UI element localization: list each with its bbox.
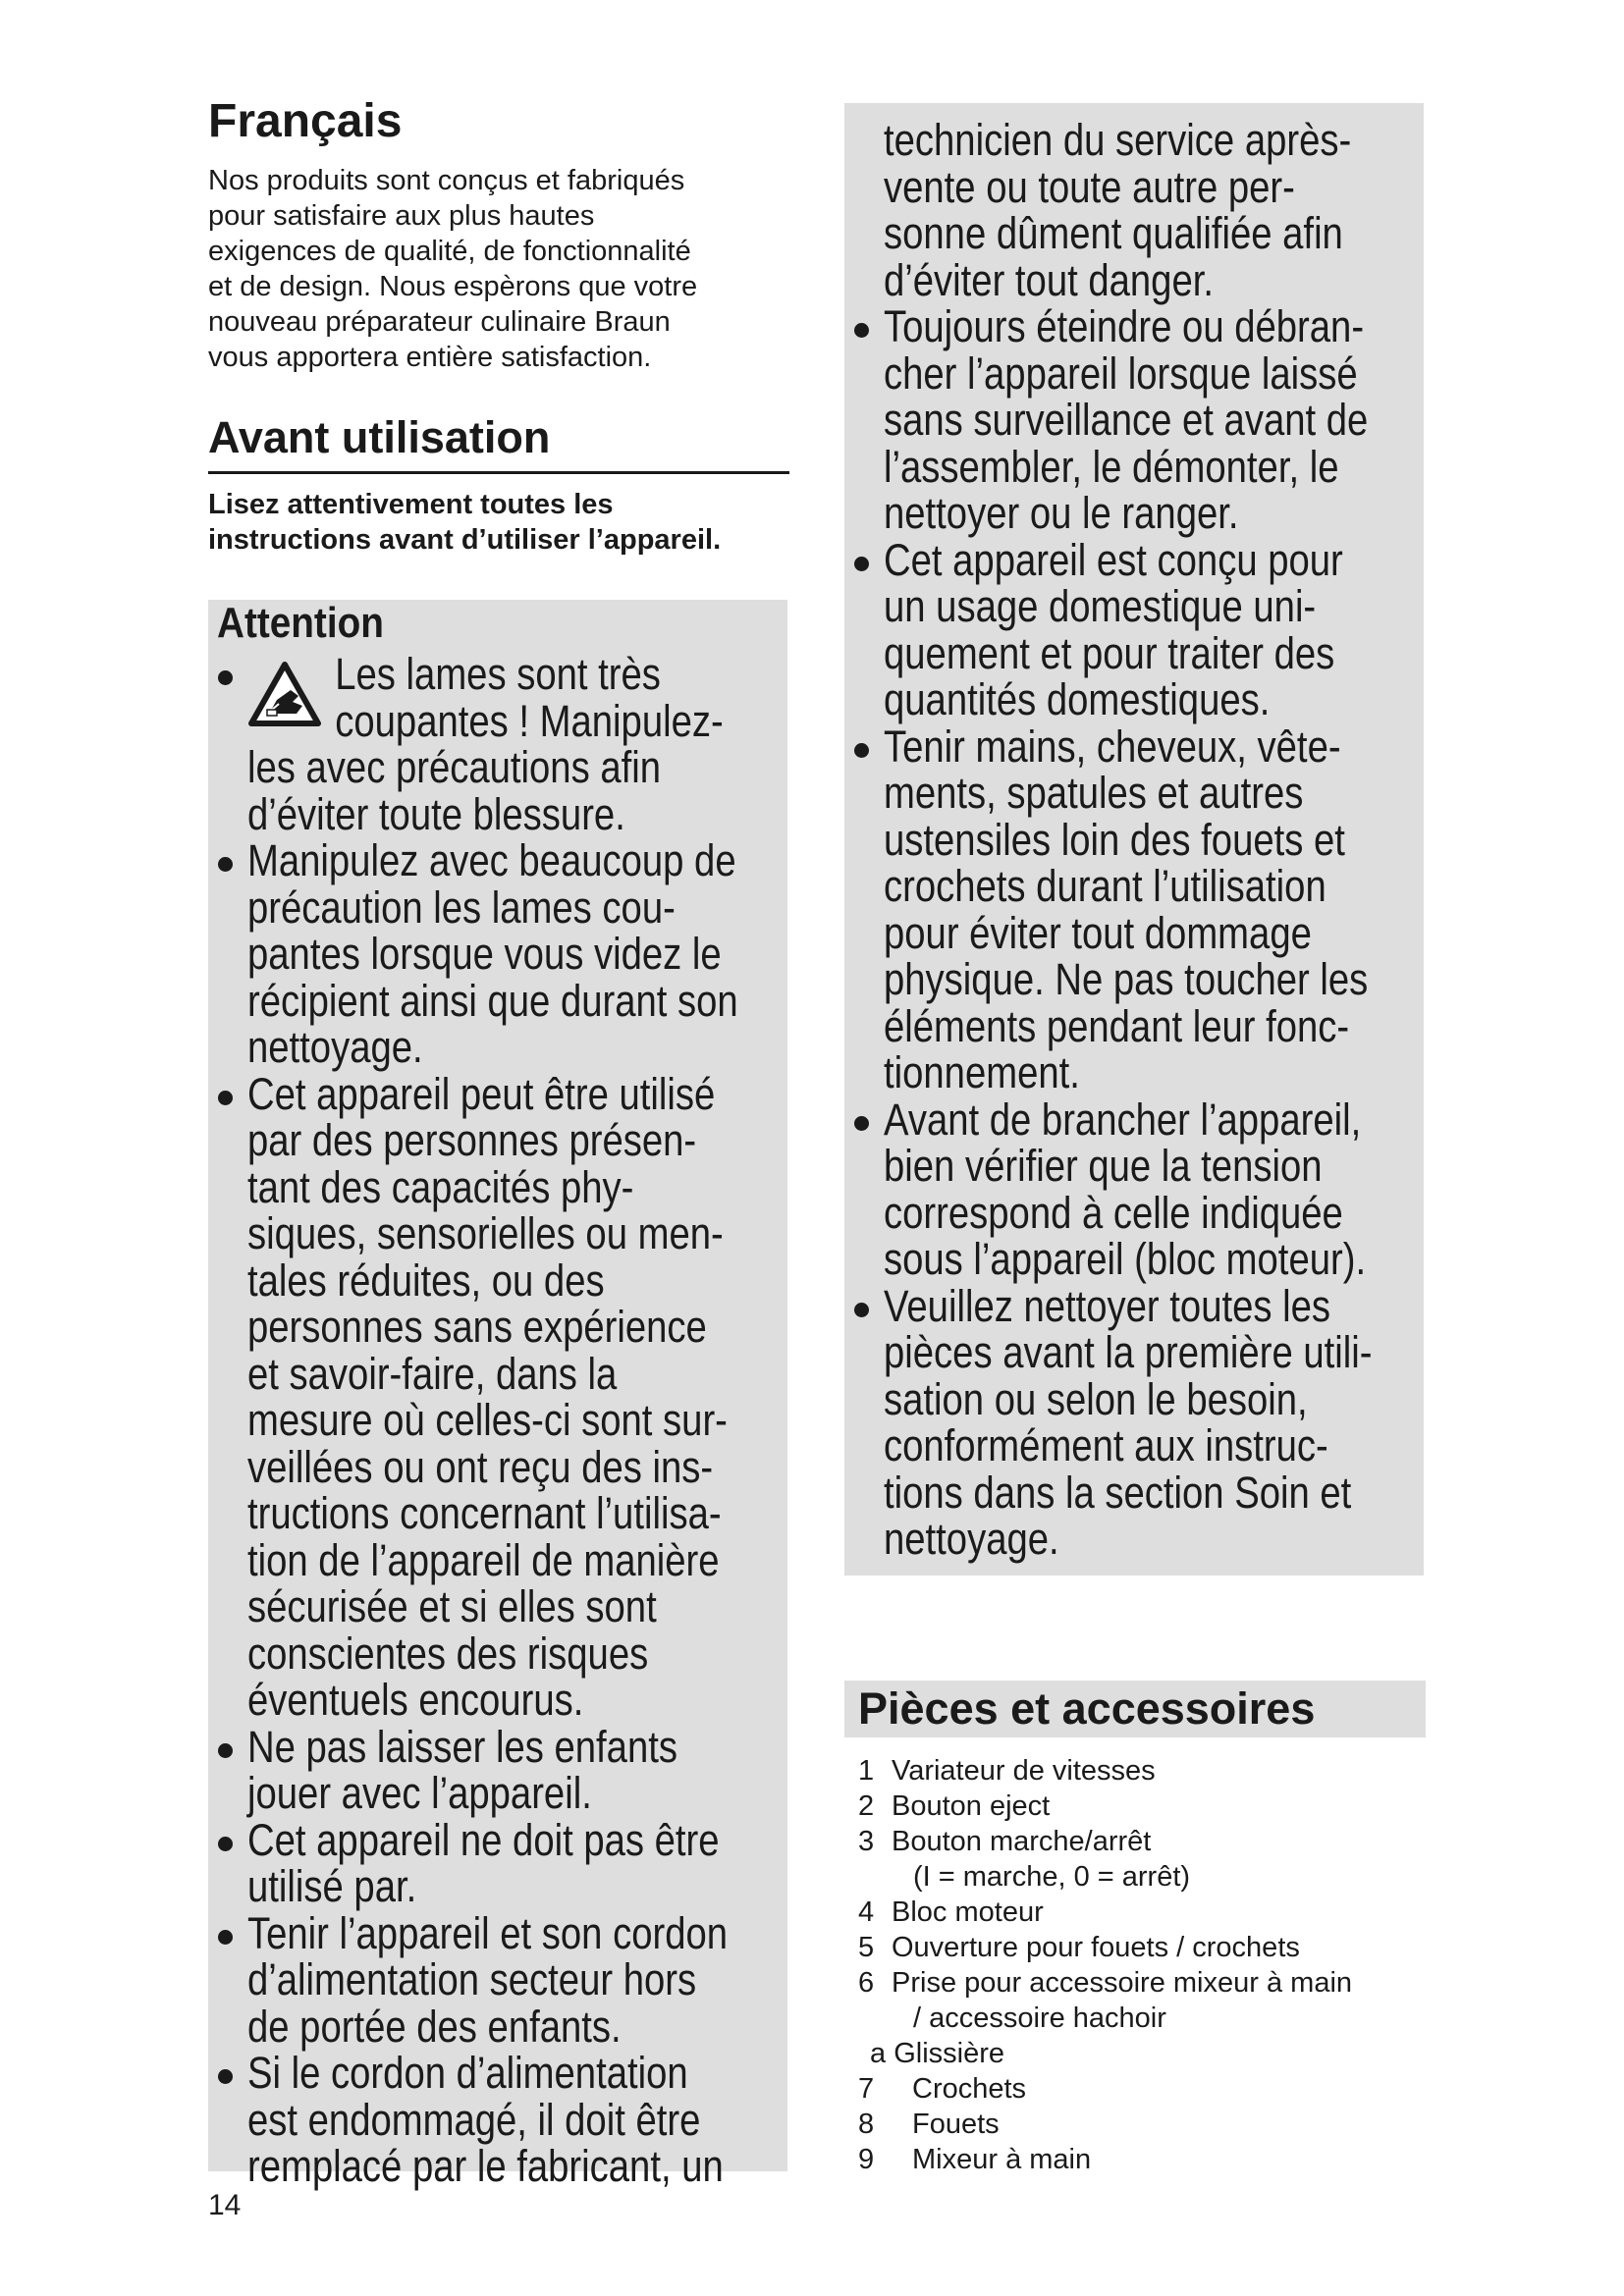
part-number: 9 xyxy=(858,2144,875,2175)
item-line: et savoir-faire, dans la xyxy=(247,1348,618,1399)
item-line: nettoyage. xyxy=(247,1022,423,1072)
item-line: Toujours éteindre ou débran- xyxy=(884,301,1365,351)
intro-line: nouveau préparateur culinaire Braun xyxy=(208,306,671,338)
item-line: nettoyer ou le ranger. xyxy=(884,488,1239,538)
part-label: Ouverture pour fouets / crochets xyxy=(892,1932,1300,1963)
item-line: Si le cordon d’alimentation xyxy=(247,2048,688,2098)
part-item xyxy=(858,2107,1352,2142)
item-line: Ne pas laisser les enfants xyxy=(247,1721,677,1772)
part-item xyxy=(858,1753,1352,1789)
bullet xyxy=(854,557,869,571)
item-line: personnes sans expérience xyxy=(247,1302,707,1352)
intro-line: pour satisfaire aux plus hautes xyxy=(208,200,595,232)
item-line: tions dans la section Soin et xyxy=(884,1467,1352,1518)
item-line: siques, sensorielles ou men- xyxy=(247,1208,724,1258)
part-number: 8 xyxy=(858,2109,875,2140)
bullet xyxy=(218,1091,233,1105)
list-item xyxy=(208,1721,825,1818)
part-number: 2 xyxy=(858,1790,875,1822)
item-line: conformément aux instruc- xyxy=(884,1420,1328,1470)
item-line: d’alimentation secteur hors xyxy=(247,1954,697,2004)
item-line: les avec précautions afin xyxy=(247,742,662,792)
part-item xyxy=(858,2036,1352,2071)
item-line: sécurisée et si elles sont xyxy=(247,1581,657,1631)
lead-instruction xyxy=(208,487,797,558)
part-item xyxy=(858,1895,1352,1930)
item-line: utilisé par. xyxy=(247,1861,417,1911)
part-label: Crochets xyxy=(912,2073,1027,2105)
item-line: quement et pour traiter des xyxy=(884,627,1335,678)
part-label: Bouton marche/arrêt xyxy=(892,1826,1152,1857)
item-line: l’assembler, le démonter, le xyxy=(884,441,1339,492)
part-label: Glissière xyxy=(893,2038,1005,2069)
part-item xyxy=(858,2071,1352,2107)
bullet xyxy=(854,1116,869,1131)
parts-title: Pièces et accessoires xyxy=(858,1683,1316,1734)
part-label: Mixeur à main xyxy=(912,2144,1092,2175)
bullet xyxy=(218,857,233,872)
part-number: 7 xyxy=(858,2073,875,2105)
list-item xyxy=(208,651,825,837)
language-title: Français xyxy=(208,95,403,147)
item-line: pour éviter tout dommage xyxy=(884,907,1312,958)
item-line: tionnement. xyxy=(884,1047,1080,1097)
parts-list xyxy=(858,1753,1352,2177)
part-item xyxy=(858,1789,1352,1824)
attention-list xyxy=(208,651,825,2190)
part-label: Variateur de vitesses xyxy=(892,1755,1156,1787)
item-line: Les lames sont très xyxy=(335,649,661,699)
item-line: conscientes des risques xyxy=(247,1628,649,1679)
item-line: tructions concernant l’utilisa- xyxy=(247,1488,722,1538)
intro-line: et de design. Nous espèrons que votre xyxy=(208,271,698,302)
item-line: crochets durant l’utilisation xyxy=(884,861,1326,911)
part-number: 5 xyxy=(858,1932,875,1963)
part-label: Prise pour accessoire mixeur à main xyxy=(892,1967,1353,1999)
item-line: éventuels encourus. xyxy=(247,1675,584,1725)
item-line: Tenir mains, cheveux, vête- xyxy=(884,721,1341,772)
part-item-continued: (I = marche, 0 = arrêt) xyxy=(913,1861,1191,1893)
bullet xyxy=(218,670,233,685)
item-line: quantités domestiques. xyxy=(884,674,1271,724)
item-line: de portée des enfants. xyxy=(247,2001,622,2052)
item-line: technicien du service après- xyxy=(884,115,1352,165)
item-line: ments, spatules et autres xyxy=(884,768,1304,818)
item-line: mesure où celles-ci sont sur- xyxy=(247,1395,728,1445)
list-item xyxy=(844,303,1458,537)
item-line: bien vérifier que la tension xyxy=(884,1141,1323,1191)
item-line: cher l’appareil lorsque laissé xyxy=(884,347,1358,399)
item-line: par des personnes présen- xyxy=(247,1115,697,1165)
page-number: 14 xyxy=(208,2189,242,2221)
part-item-continued: / accessoire hachoir xyxy=(913,2002,1166,2034)
item-line: nettoyage. xyxy=(884,1514,1059,1564)
safety-list-continued xyxy=(844,117,1458,1563)
bullet xyxy=(218,2069,233,2084)
list-item xyxy=(208,837,825,1071)
item-line: tant des capacités phy- xyxy=(247,1161,634,1212)
item-line: tales réduites, ou des xyxy=(247,1255,605,1306)
list-item xyxy=(844,534,1458,724)
bullet xyxy=(854,743,869,758)
item-line: Veuillez nettoyer toutes les xyxy=(884,1280,1331,1331)
list-item xyxy=(208,1907,825,2052)
part-item xyxy=(858,1824,1352,1859)
item-line: Cet appareil ne doit pas être xyxy=(247,1814,720,1865)
item-line: d’éviter tout danger. xyxy=(884,254,1214,305)
part-number: 4 xyxy=(858,1896,875,1928)
part-label: Bouton eject xyxy=(892,1790,1051,1822)
item-line: sation ou selon le besoin, xyxy=(884,1373,1308,1424)
lead-line: instructions avant d’utiliser l’appareil. xyxy=(208,524,722,556)
list-item xyxy=(208,1068,825,1725)
part-item xyxy=(858,1965,1352,2001)
part-number: a xyxy=(870,2038,887,2069)
section-title: Avant utilisation xyxy=(208,412,789,474)
item-line: Avant de brancher l’appareil, xyxy=(884,1094,1362,1145)
intro-line: Nos produits sont conçus et fabriqués xyxy=(208,165,685,196)
bullet xyxy=(218,1930,233,1945)
item-line: un usage domestique uni- xyxy=(884,581,1317,631)
item-line: éléments pendant leur fonc- xyxy=(884,1000,1350,1051)
lead-line: Lisez attentivement toutes les xyxy=(208,489,614,520)
list-item xyxy=(208,2050,825,2190)
part-label: Fouets xyxy=(912,2109,1000,2140)
part-number: 6 xyxy=(858,1967,875,1999)
item-line: sous l’appareil (bloc moteur). xyxy=(884,1234,1367,1284)
bullet xyxy=(854,323,869,338)
item-line: Cet appareil peut être utilisé xyxy=(247,1068,716,1119)
part-number: 1 xyxy=(858,1755,875,1787)
item-line: pièces avant la première utili- xyxy=(884,1327,1373,1377)
item-line: ustensiles loin des fouets et xyxy=(884,814,1345,865)
item-line: Cet appareil est conçu pour xyxy=(884,534,1343,585)
part-label: Bloc moteur xyxy=(892,1896,1044,1928)
item-line: jouer avec l’appareil. xyxy=(247,1768,592,1818)
item-line: veillées ou ont reçu des ins- xyxy=(247,1441,714,1492)
list-item xyxy=(844,723,1458,1096)
list-item xyxy=(208,1814,825,1911)
item-line: tion de l’appareil de manière xyxy=(247,1534,720,1585)
item-line: sans surveillance et avant de xyxy=(884,395,1369,445)
item-line: précaution les lames cou- xyxy=(247,881,676,933)
bullet xyxy=(218,1743,233,1758)
item-line: remplacé par le fabricant, un xyxy=(247,2141,724,2191)
intro-line: vous apportera entière satisfaction. xyxy=(208,342,652,373)
item-line: Tenir l’appareil et son cordon xyxy=(247,1907,729,1958)
item-line: physique. Ne pas toucher les xyxy=(884,954,1369,1004)
part-item xyxy=(858,1930,1352,1965)
item-line: correspond à celle indiquée xyxy=(884,1187,1343,1238)
item-line: pantes lorsque vous videz le xyxy=(247,929,722,979)
item-line: vente ou toute autre per- xyxy=(884,161,1295,212)
bullet xyxy=(854,1303,869,1317)
item-line: d’éviter toute blessure. xyxy=(247,788,625,839)
item-line: est endommagé, il doit être xyxy=(247,2094,701,2145)
list-item xyxy=(844,1096,1458,1283)
item-line: coupantes ! Manipulez- xyxy=(335,695,724,746)
intro-line: exigences de qualité, de fonctionnalité xyxy=(208,236,691,267)
item-line: récipient ainsi que durant son xyxy=(247,975,738,1026)
bullet xyxy=(218,1837,233,1851)
intro-paragraph xyxy=(208,163,787,375)
item-line: sonne dûment qualifiée afin xyxy=(884,208,1343,258)
item-line: Manipulez avec beaucoup de xyxy=(247,835,736,885)
part-item xyxy=(858,2142,1352,2177)
attention-title: Attention xyxy=(217,599,384,647)
part-number: 3 xyxy=(858,1826,875,1857)
list-item xyxy=(844,1280,1458,1564)
list-item-continued xyxy=(844,117,1458,303)
